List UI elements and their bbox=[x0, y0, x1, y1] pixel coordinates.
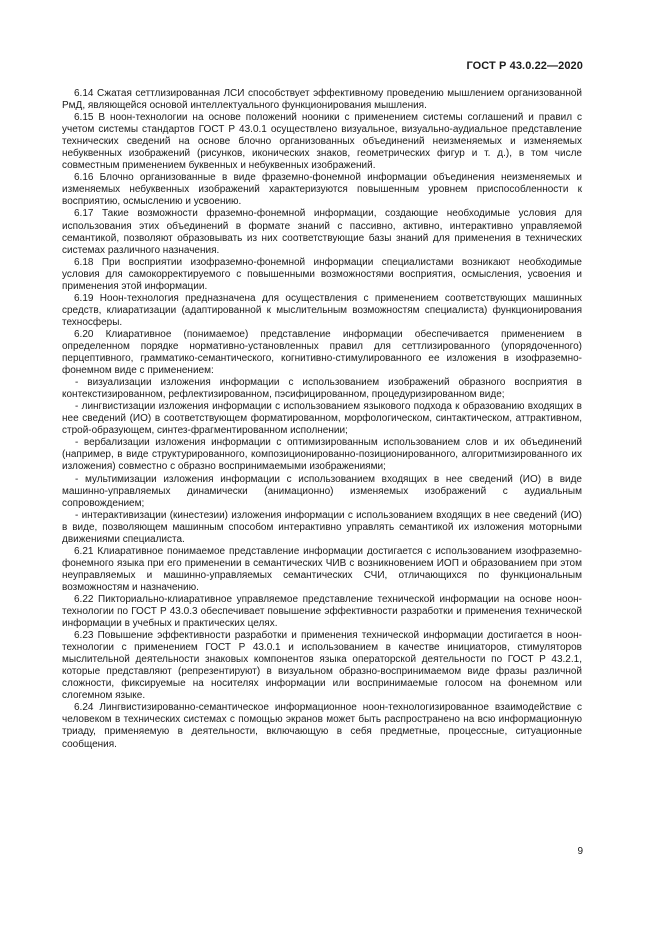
document-code-header: ГОСТ Р 43.0.22—2020 bbox=[466, 60, 583, 72]
page-number: 9 bbox=[577, 846, 583, 857]
paragraph-6-17: 6.17 Такие возможности фраземно-фонемной информации, создающие необходимые условия для использования этих объединений в формате знаний с пассивно, активно, интерактивно управляемой семантикой, позволяют образовывать из них соответствующие базы знаний для применения в технических системах различного назначения. bbox=[62, 208, 582, 256]
document-body bbox=[62, 88, 582, 751]
list-item-interactivization: - интерактивизации (кинестезии) изложения информации с использованием входящих в нее сведений (ИО) в виде, позволяющем машинным способом интерактивно управлять семантикой их изложения моторными движениями специалиста. bbox=[62, 509, 582, 545]
paragraph-6-15: 6.15 В ноон-технологии на основе положений нооники с применением системы соглашений и правил с учетом системы стандартов ГОСТ Р 43.0.1 осуществлено визуальное, визуально-аудиальное представление технических сведений на основе блочно организованных объединений неизменяемых и изменяемых небуквенных изображений (рисунков, иконических знаков, геометрических фигур и т. д.), в том числе совместным применением буквенных и небуквенных изображений. bbox=[62, 112, 582, 172]
list-item-visualization: - визуализации изложения информации с использованием изображений образного восприятия в контекстизированном, рефлектизированном, пэсифицированном, процедуризированном виде; bbox=[62, 377, 582, 401]
list-item-verbalization: - вербализации изложения информации с оптимизированным использованием слов и их объединений (например, в виде структурированного, композиционированно-позиционированного, алгоритмизированного их изложения) совместно с образно воспринимаемыми изображениями; bbox=[62, 437, 582, 473]
paragraph-6-18: 6.18 При восприятии изофраземно-фонемной информации специалистами возникают необходимые условия для самокорректируемого с повышенными возможностями восприятия, осмысления, усвоения и применения этой информации. bbox=[62, 256, 582, 292]
paragraph-6-24: 6.24 Лингвистизированно-семантическое информационное ноон-технологизированное взаимодействие с человеком в технических системах с помощью экранов может быть распространено на всю информационную триаду, применяемую в деятельности, включающую в себя предметные, процессные, ситуационные сообщения. bbox=[62, 702, 582, 750]
paragraph-6-21: 6.21 Клиаративное понимаемое представление информации достигается с использованием изофраземно-фонемного языка при его применении в семантических ЧИВ с возникновением ИОП и образованием при этом неуправляемых и машинно-управляемых семантических СЧИ, отличающихся по функциональным возможностям и назначению. bbox=[62, 545, 582, 593]
paragraph-6-20: 6.20 Клиаративное (понимаемое) представление информации обеспечивается применением в определенном порядке нормативно-установленных правил для сеттлизированного (упорядоченного) перцептивного, грамматико-семантического, когнитивно-стимулированного ее изложения в изофраземно-фонемном виде с применением: bbox=[62, 328, 582, 377]
paragraph-6-16: 6.16 Блочно организованные в виде фраземно-фонемной информации объединения неизменяемых и изменяемых небуквенных изображений характеризуются повышенным уровнем приспособленности к восприятию, осмыслению и усвоению. bbox=[62, 172, 582, 208]
paragraph-6-23: 6.23 Повышение эффективности разработки и применения технической информации достигается в ноон-технологии с применением ГОСТ Р 43.0.1 и использованием в качестве инициаторов, стимуляторов мыслительной деятельности знаковых компонентов языка операторской деятельности по ГОСТ Р 43.2.1, которые представляют (репрезентируют) в визуальном образно-воспринимаемом виде фразы различной сложности, фиксируемые на носителях информации или воспринимаемые голосом на фонемном или слогемном языке. bbox=[62, 630, 582, 702]
list-item-multimization: - мультимизации изложения информации с использованием входящих в нее сведений (ИО) в виде машинно-управляемых динамически (анимационно) изменяемых изображений с аудиальным сопровождением; bbox=[62, 473, 582, 509]
list-item-linguistization: - лингвистизации изложения информации с использованием языкового подхода к образованию входящих в нее сведений (ИО) в соответствующем форматированном, морфологическом, синтактическом, аттрактивном, строй-образующем, синтез-фрагментированном исполнении; bbox=[62, 401, 582, 437]
paragraph-6-14: 6.14 Сжатая сеттлизированная ЛСИ способствует эффективному проведению мышлением организованной РмД, являющейся основой интеллектуального функционирования мышления. bbox=[62, 88, 582, 112]
paragraph-6-19: 6.19 Ноон-технология предназначена для осуществления с применением соответствующих машинных средств, клиаратизации (адаптированной к мыслительным возможностям специалиста) функционирования техносферы. bbox=[62, 292, 582, 328]
paragraph-6-22: 6.22 Пикториально-клиаративное управляемое представление технической информации на основе ноон-технологии по ГОСТ Р 43.0.3 обеспечивает повышение эффективности разработки и применения технической информации в учебных и практических целях. bbox=[62, 593, 582, 630]
